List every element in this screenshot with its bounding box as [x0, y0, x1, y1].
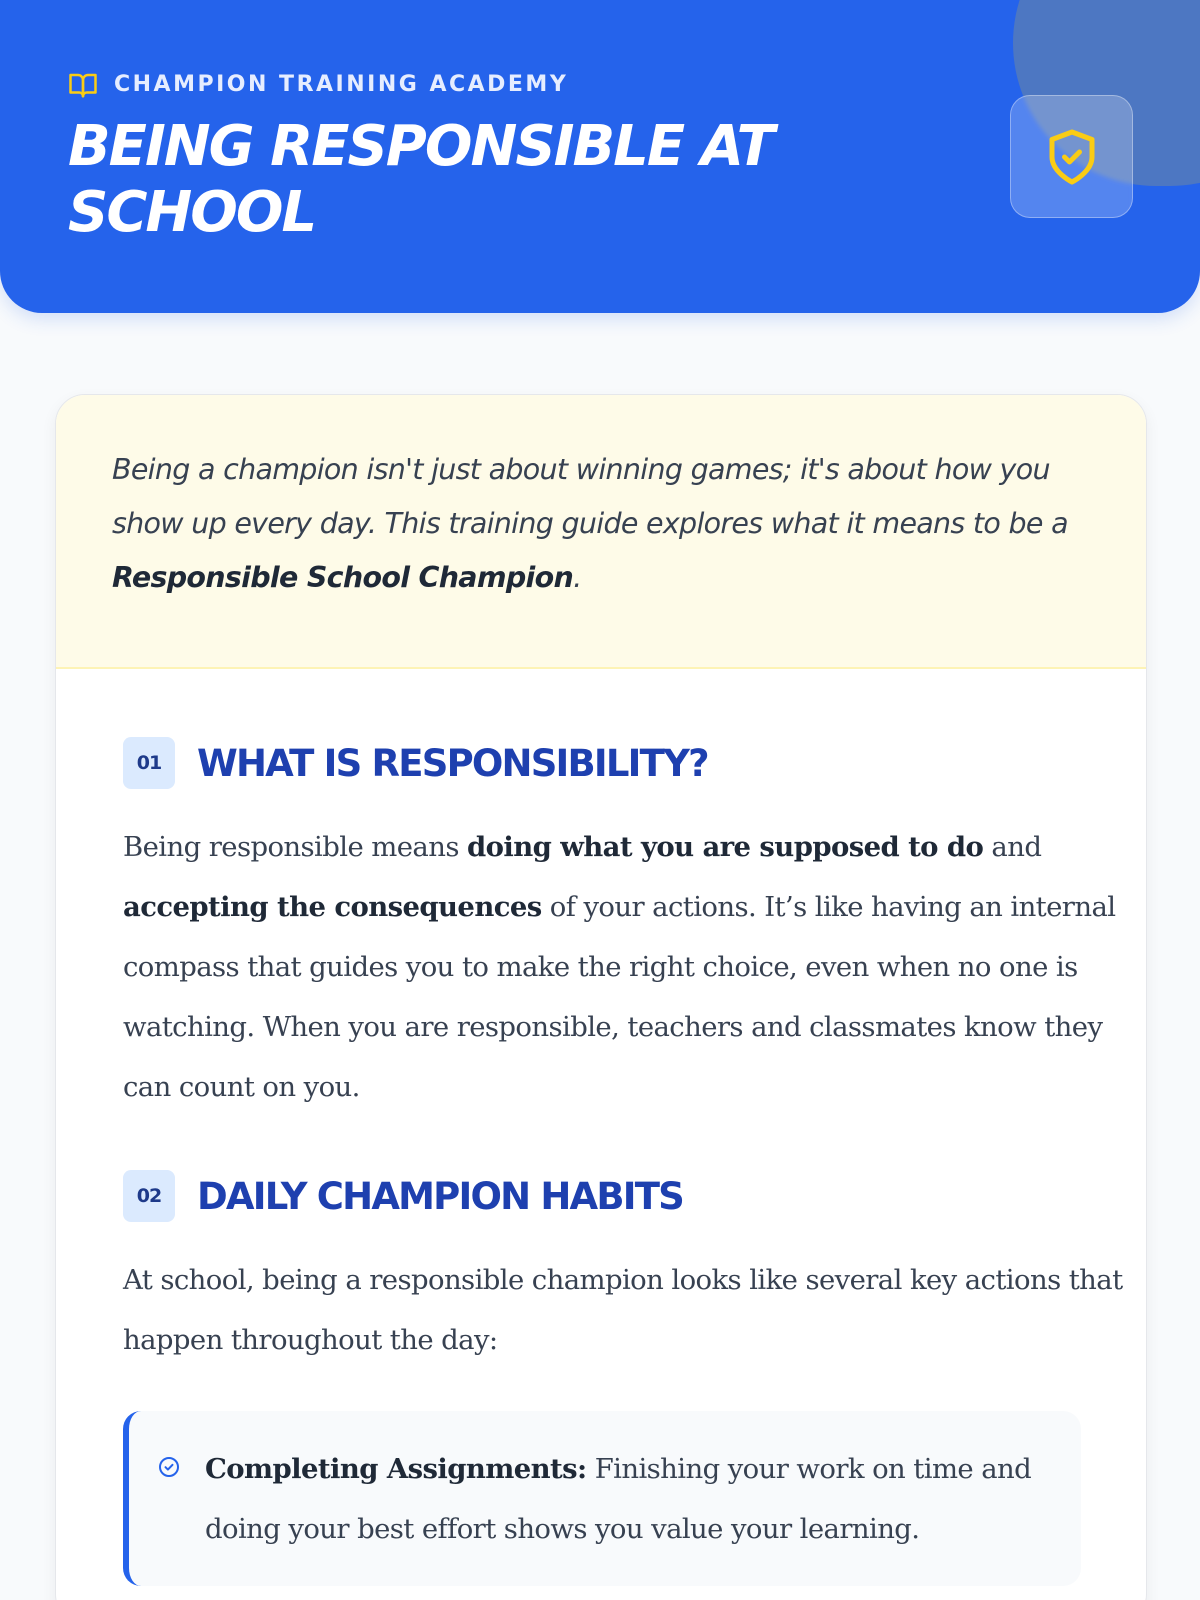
page-title: BEING RESPONSIBLE AT SCHOOL — [68, 114, 773, 245]
paragraph-text: of your actions. It’s like having an internal compass that guides you to make the right choice, even when no one is watching. When you are responsible, teachers and classmates know they can count on you. — [123, 891, 1116, 1103]
shield-check-icon — [1042, 126, 1102, 188]
intro-text-end: . — [573, 561, 582, 594]
habit-text — [205, 1439, 1065, 1559]
intro-callout — [56, 395, 1147, 669]
intro-text-part: Being a champion isn't just about winning games; it's about how you show up every day. This training guide explores what it means to be a — [112, 453, 1068, 540]
open-book-icon — [68, 70, 98, 100]
section-number: 02 — [123, 1170, 175, 1222]
section-paragraph — [123, 817, 1123, 1117]
shield-badge — [1010, 95, 1133, 218]
paragraph-emphasis: accepting the consequences — [123, 891, 542, 923]
section-heading — [123, 1170, 683, 1222]
content-card — [55, 394, 1147, 1600]
page-header — [0, 0, 1200, 313]
habit-label: Completing Assignments: — [205, 1453, 587, 1485]
section-heading — [123, 737, 708, 789]
paragraph-text: Being responsible means — [123, 831, 467, 863]
habit-item — [123, 1411, 1081, 1586]
intro-emphasis: Responsible School Champion — [112, 561, 574, 594]
academy-label — [68, 70, 568, 100]
section-title: DAILY CHAMPION HABITS — [197, 1174, 684, 1218]
habit-description: Finishing your work on time and doing your best effort shows you value your learning. — [205, 1453, 1032, 1545]
section-paragraph: At school, being a responsible champion looks like several key actions that happen throughout the day: — [123, 1264, 1123, 1356]
check-circle-icon — [157, 1455, 181, 1479]
paragraph-emphasis: doing what you are supposed to do — [466, 831, 984, 863]
intro-text — [112, 443, 1092, 605]
academy-name: CHAMPION TRAINING ACADEMY — [114, 72, 569, 97]
section-title: WHAT IS RESPONSIBILITY? — [197, 741, 708, 785]
section-number: 01 — [123, 737, 175, 789]
paragraph-text: and — [983, 831, 1042, 863]
